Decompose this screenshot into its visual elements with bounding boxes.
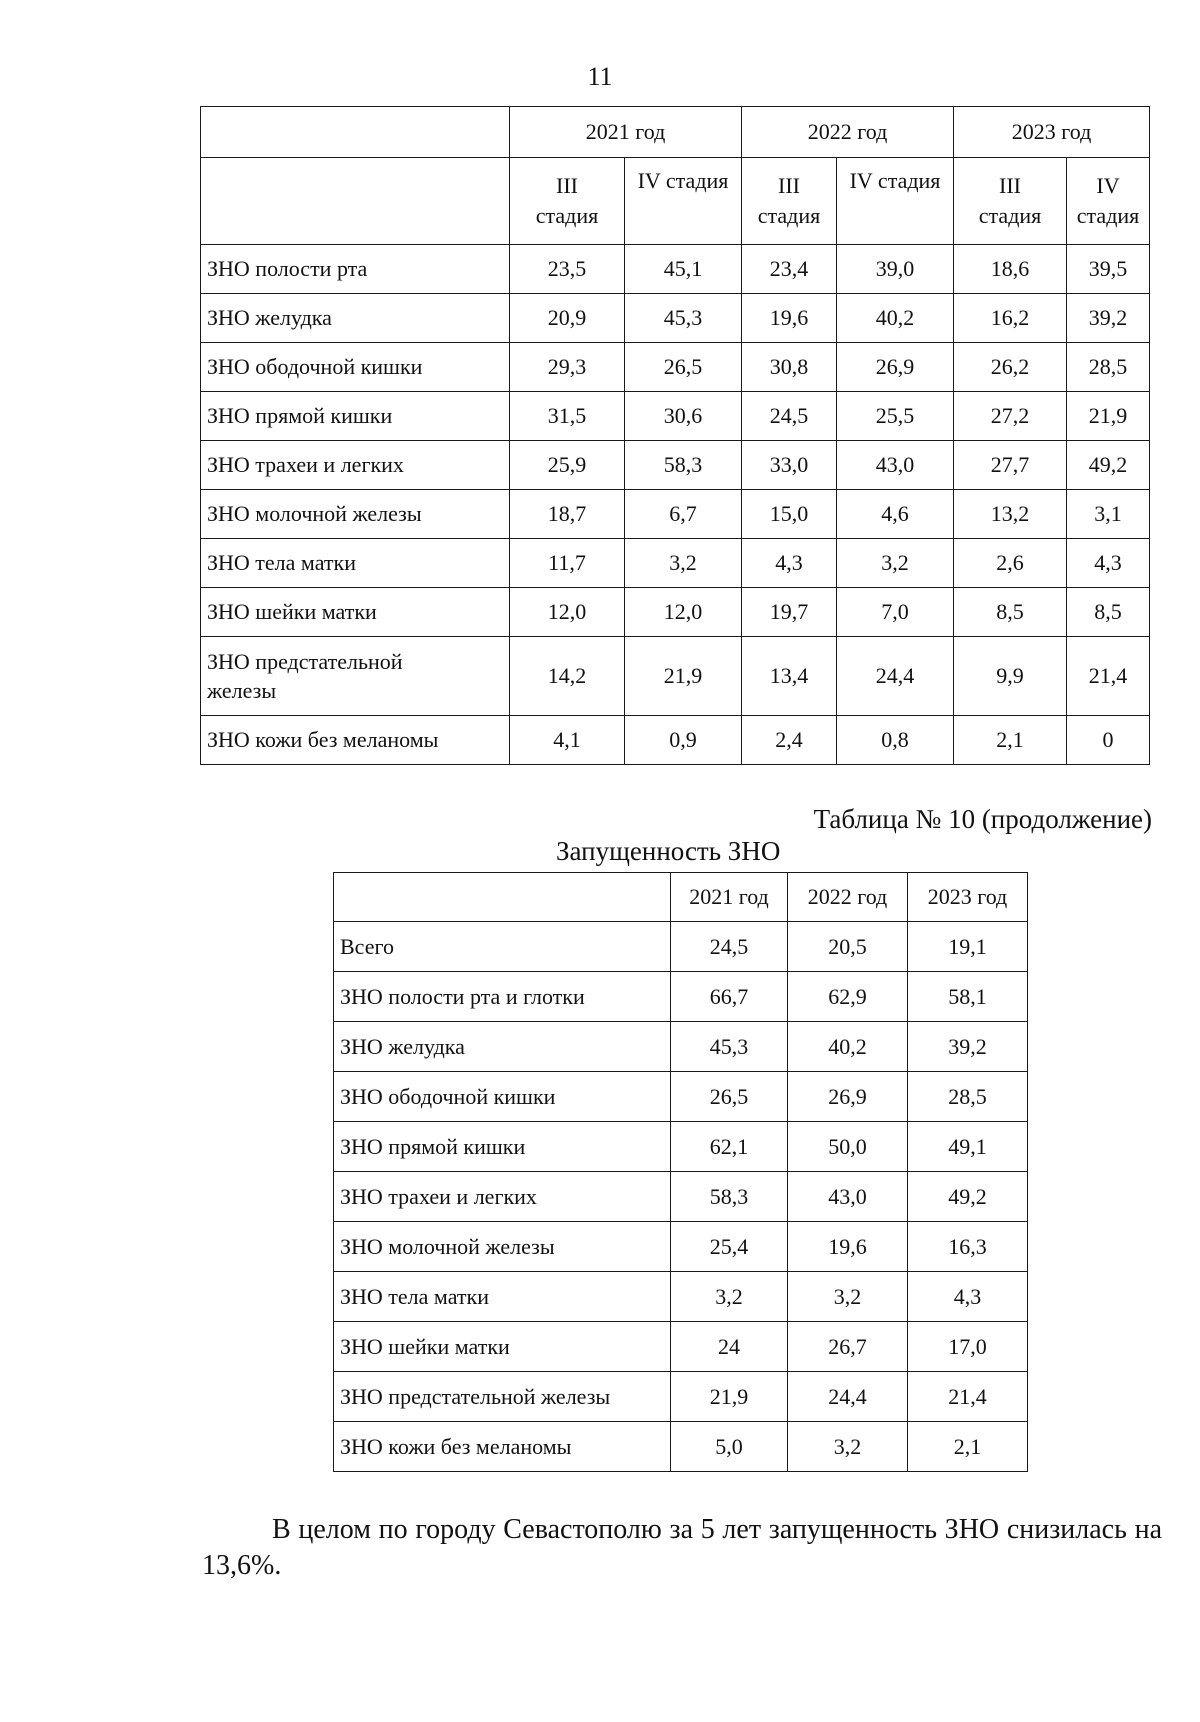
table-cell: 19,7 xyxy=(742,588,837,637)
table-cell: 3,2 xyxy=(625,539,742,588)
year-header: 2022 год xyxy=(788,873,908,922)
table-cell: 58,3 xyxy=(625,441,742,490)
table-cell: 13,2 xyxy=(954,490,1067,539)
table-row xyxy=(334,1222,1028,1272)
table-cell: 28,5 xyxy=(1067,343,1150,392)
table-cell: 21,4 xyxy=(1067,637,1150,716)
table-cell: 26,7 xyxy=(788,1322,908,1372)
row-label-line: железы xyxy=(207,678,277,703)
row-label: ЗНО кожи без меланомы xyxy=(201,716,510,765)
stage-header-row xyxy=(201,158,1150,245)
stage-header: IV стадия xyxy=(1067,158,1150,245)
table-cell: 2,4 xyxy=(742,716,837,765)
table-cell: 14,2 xyxy=(510,637,625,716)
year-header: 2022 год xyxy=(742,107,954,158)
table-cell: 58,3 xyxy=(671,1172,788,1222)
table-cell: 8,5 xyxy=(954,588,1067,637)
table-cell: 24,5 xyxy=(742,392,837,441)
table-cell: 49,2 xyxy=(1067,441,1150,490)
row-label: ЗНО полости рта xyxy=(201,245,510,294)
table-cell: 21,9 xyxy=(1067,392,1150,441)
row-label: ЗНО желудка xyxy=(201,294,510,343)
table-cell: 3,2 xyxy=(671,1272,788,1322)
table-cell: 18,6 xyxy=(954,245,1067,294)
table-cell: 0,9 xyxy=(625,716,742,765)
table-title: Запущенность ЗНО xyxy=(556,836,781,866)
row-label: ЗНО желудка xyxy=(334,1022,671,1072)
table-cell: 12,0 xyxy=(510,588,625,637)
row-label: ЗНО шейки матки xyxy=(201,588,510,637)
table-cell: 6,7 xyxy=(625,490,742,539)
table-cell: 49,2 xyxy=(908,1172,1028,1222)
table-cell: 2,1 xyxy=(908,1422,1028,1472)
year-header: 2023 год xyxy=(954,107,1150,158)
table-cell: 45,3 xyxy=(625,294,742,343)
table-cell: 39,0 xyxy=(837,245,954,294)
row-label: ЗНО трахеи и легких xyxy=(334,1172,671,1222)
table-cell: 26,9 xyxy=(837,343,954,392)
table-cell: 58,1 xyxy=(908,972,1028,1022)
table-cell: 31,5 xyxy=(510,392,625,441)
table-cell: 3,1 xyxy=(1067,490,1150,539)
row-label: ЗНО ободочной кишки xyxy=(201,343,510,392)
header-empty-cell xyxy=(201,107,510,158)
table-row xyxy=(334,1272,1028,1322)
table-row xyxy=(334,1022,1028,1072)
row-label: ЗНО прямой кишки xyxy=(201,392,510,441)
table-cell: 39,5 xyxy=(1067,245,1150,294)
table-cell: 4,6 xyxy=(837,490,954,539)
year-header: 2021 год xyxy=(510,107,742,158)
table-cell: 49,1 xyxy=(908,1122,1028,1172)
table-cell: 43,0 xyxy=(788,1172,908,1222)
table-row xyxy=(201,588,1150,637)
table-cell: 28,5 xyxy=(908,1072,1028,1122)
table-cell: 9,9 xyxy=(954,637,1067,716)
table-cell: 16,3 xyxy=(908,1222,1028,1272)
table-row xyxy=(201,441,1150,490)
table-row xyxy=(201,490,1150,539)
table-cell: 25,4 xyxy=(671,1222,788,1272)
row-label: ЗНО тела матки xyxy=(201,539,510,588)
table-cell: 12,0 xyxy=(625,588,742,637)
table-cell: 21,9 xyxy=(671,1372,788,1422)
table-cell: 5,0 xyxy=(671,1422,788,1472)
summary-paragraph: В целом по городу Севастополю за 5 лет запущенность ЗНО снизилась на 13,6%. xyxy=(202,1514,1162,1581)
table-cell: 4,3 xyxy=(742,539,837,588)
table-cell: 27,7 xyxy=(954,441,1067,490)
row-label: Всего xyxy=(334,922,671,972)
row-label: ЗНО кожи без меланомы xyxy=(334,1422,671,1472)
row-label: ЗНО трахеи и легких xyxy=(201,441,510,490)
table-cell: 19,6 xyxy=(742,294,837,343)
table-cell: 26,9 xyxy=(788,1072,908,1122)
table-cell: 62,1 xyxy=(671,1122,788,1172)
stage-header: III стадия xyxy=(510,158,625,245)
table-cell: 4,3 xyxy=(1067,539,1150,588)
table-row xyxy=(334,1322,1028,1372)
row-label: ЗНО ободочной кишки xyxy=(334,1072,671,1122)
row-label: ЗНО тела матки xyxy=(334,1272,671,1322)
table-cell: 45,3 xyxy=(671,1022,788,1072)
table-cell: 24,5 xyxy=(671,922,788,972)
table-cell: 15,0 xyxy=(742,490,837,539)
table-cell: 24 xyxy=(671,1322,788,1372)
table-cell: 2,1 xyxy=(954,716,1067,765)
page-number: 11 xyxy=(587,62,613,91)
table-cell: 19,1 xyxy=(908,922,1028,972)
table-cell: 0,8 xyxy=(837,716,954,765)
table-header-row xyxy=(201,107,1150,158)
table-cell: 4,3 xyxy=(908,1272,1028,1322)
table-cell: 20,9 xyxy=(510,294,625,343)
table-cell: 19,6 xyxy=(788,1222,908,1272)
table-cell: 23,4 xyxy=(742,245,837,294)
table-cell: 30,6 xyxy=(625,392,742,441)
table-cell: 3,2 xyxy=(788,1272,908,1322)
table-cell: 16,2 xyxy=(954,294,1067,343)
table-row xyxy=(334,1122,1028,1172)
table-row xyxy=(334,1372,1028,1422)
stage-header: III стадия xyxy=(954,158,1067,245)
table-cell: 39,2 xyxy=(908,1022,1028,1072)
table-cell: 62,9 xyxy=(788,972,908,1022)
row-label: ЗНО молочной железы xyxy=(334,1222,671,1272)
stage-header: IV стадия xyxy=(625,158,742,245)
table-cell: 4,1 xyxy=(510,716,625,765)
table-row xyxy=(201,245,1150,294)
table-cell: 11,7 xyxy=(510,539,625,588)
table-cell: 7,0 xyxy=(837,588,954,637)
table-cell: 24,4 xyxy=(788,1372,908,1422)
table-cell: 2,6 xyxy=(954,539,1067,588)
table-cell: 40,2 xyxy=(788,1022,908,1072)
table-header-row xyxy=(334,873,1028,922)
table-cell: 26,5 xyxy=(671,1072,788,1122)
table-cell: 21,9 xyxy=(625,637,742,716)
table-cell: 26,5 xyxy=(625,343,742,392)
table-cell: 3,2 xyxy=(788,1422,908,1472)
header-empty-cell xyxy=(334,873,671,922)
table-cell: 8,5 xyxy=(1067,588,1150,637)
table-cell: 25,5 xyxy=(837,392,954,441)
table-cell: 25,9 xyxy=(510,441,625,490)
table-cell: 33,0 xyxy=(742,441,837,490)
table-row xyxy=(334,1422,1028,1472)
table-row xyxy=(201,294,1150,343)
table-cell: 21,4 xyxy=(908,1372,1028,1422)
stage-header: III стадия xyxy=(742,158,837,245)
year-header: 2021 год xyxy=(671,873,788,922)
table-cell: 26,2 xyxy=(954,343,1067,392)
table-cell: 29,3 xyxy=(510,343,625,392)
table-caption: Таблица № 10 (продолжение) xyxy=(813,804,1152,834)
table-row xyxy=(201,343,1150,392)
table-cell: 20,5 xyxy=(788,922,908,972)
table-cell: 45,1 xyxy=(625,245,742,294)
row-label xyxy=(201,637,510,716)
year-header: 2023 год xyxy=(908,873,1028,922)
table-cell: 23,5 xyxy=(510,245,625,294)
row-label: ЗНО прямой кишки xyxy=(334,1122,671,1172)
table-cell: 39,2 xyxy=(1067,294,1150,343)
table-cell: 13,4 xyxy=(742,637,837,716)
table-row xyxy=(201,637,1150,716)
stage-header: IV стадия xyxy=(837,158,954,245)
table-cell: 24,4 xyxy=(837,637,954,716)
table-cell: 50,0 xyxy=(788,1122,908,1172)
table-cell: 27,2 xyxy=(954,392,1067,441)
stage-table xyxy=(200,106,1150,765)
row-label: ЗНО шейки матки xyxy=(334,1322,671,1372)
table-row xyxy=(334,1072,1028,1122)
table-row xyxy=(201,392,1150,441)
row-label: ЗНО полости рта и глотки xyxy=(334,972,671,1022)
table-cell: 66,7 xyxy=(671,972,788,1022)
table-cell: 18,7 xyxy=(510,490,625,539)
header-empty-cell xyxy=(201,158,510,245)
table-cell: 43,0 xyxy=(837,441,954,490)
table-row xyxy=(201,716,1150,765)
table-row xyxy=(334,1172,1028,1222)
table-cell: 3,2 xyxy=(837,539,954,588)
table-cell: 40,2 xyxy=(837,294,954,343)
row-label-line: ЗНО предстательной xyxy=(207,649,403,674)
neglect-table xyxy=(333,872,1028,1472)
row-label: ЗНО молочной железы xyxy=(201,490,510,539)
table-row xyxy=(334,922,1028,972)
table-cell: 0 xyxy=(1067,716,1150,765)
table-row xyxy=(201,539,1150,588)
row-label: ЗНО предстательной железы xyxy=(334,1372,671,1422)
table-row xyxy=(334,972,1028,1022)
table-cell: 30,8 xyxy=(742,343,837,392)
table-cell: 17,0 xyxy=(908,1322,1028,1372)
